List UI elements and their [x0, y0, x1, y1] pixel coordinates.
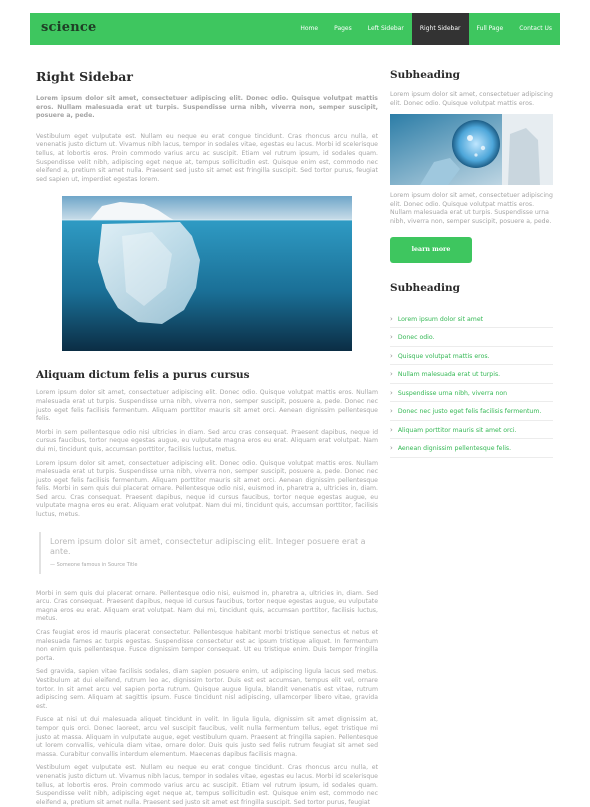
lead-paragraph: Lorem ipsum dolor sit amet, consectetuer adipiscing elit. Donec odio. Quisque volutpat mattis eros. Nullam malesuada erat ut turpis. Suspendisse urna nibh, viverra non, semper suscipit, posuere a, pede.	[36, 95, 378, 120]
sidebar-link[interactable]: › Nullam malesuada erat ut turpis.	[390, 365, 553, 384]
menu-item-home[interactable]: Home	[300, 25, 319, 32]
menu-item-left-sidebar[interactable]: Left Sidebar	[367, 25, 404, 32]
menu-item-right-sidebar[interactable]: Right Sidebar	[412, 13, 469, 45]
menu-item-full-page[interactable]: Full Page	[476, 25, 504, 32]
right-sidebar	[390, 66, 553, 458]
body-paragraph: Vestibulum eget vulputate est. Nullam eu neque eu erat congue tincidunt. Cras rhoncus arcu nulla, et venenatis justo dictum ut. Vivamus nibh lacus, tempor in sodales vitae, egestas eu lacus. Morbi id scelerisque tellus, at lobortis eros. Proin commodo varius arcu ac suscipit. Etiam vel rutrum ipsum, id sodales quam. Suspendisse velit nibh, adipiscing eget neque at, tempus sollicitudin est. Quisque enim est, commodo nec eleifend a, pretium sit amet nulla. Praesent sed justo sit amet est fringilla suscipit. Sed tortor purus, feugiat	[36, 764, 378, 806]
sidebar-link[interactable]: › Donec nec justo eget felis facilisis fermentum.	[390, 402, 553, 421]
body-paragraph: Morbi in sem pellentesque odio nisi ultricies in diam. Sed arcu cras consequat. Praesent dapibus, neque id cursus faucibus, tortor neque egestas augue, eu vulputate magna eros eu erat. Aliquam erat volutpat. Nam dui mi, tincidunt quis, accumsan porttitor, facilisis luctus, metus.	[36, 428, 378, 453]
menu-item-contact-us[interactable]: Contact Us	[519, 25, 552, 32]
intro-paragraph: Vestibulum eget vulputate est. Nullam eu neque eu erat congue tincidunt. Cras rhoncus arcu nulla, et venenatis justo dictum ut. Vivamus nibh lacus, tempor in sodales vitae, egestas eu lacus. Morbi id scelerisque tellus, at lobortis eros. Proin commodo varius arcu ac suscipit. Etiam vel rutrum ipsum, id sodales quam. Suspendisse velit nibh, adipiscing eget neque at, tempus sollicitudin est. Quisque enim est, commodo nec eleifend a, pretium sit amet nulla. Praesent sed justo sit amet est fringilla suscipit. Sed tortor purus, feugiat sed sapien ut, imperdiet egestas lorem.	[36, 132, 378, 183]
quote-text: Lorem ipsum dolor sit amet, consectetur adipiscing elit. Integer posuere erat a ante.	[50, 536, 366, 556]
body-paragraph: Cras feugiat eros id mauris placerat consectetur. Pellentesque habitant morbi tristique senectus et netus et malesuada fames ac turpis egestas. Suspendisse consectetur est ac ipsum tristique aliquet. In fermentum non enim quis pellentesque. Fusce dignissim tempor consequat. Ut eu tristique enim. Duis tempor fringilla porta.	[36, 629, 378, 662]
blockquote	[39, 532, 378, 574]
iceberg-image	[36, 196, 378, 355]
sidebar-text: Lorem ipsum dolor sit amet, consectetuer adipiscing elit. Donec odio. Quisque volutpat mattis eros.	[390, 91, 553, 107]
site-logo[interactable]: science	[41, 20, 97, 35]
menu-item-pages[interactable]: Pages	[334, 25, 352, 32]
page-title: Right Sidebar	[36, 69, 133, 84]
sidebar-heading: Subheading	[390, 281, 460, 294]
sidebar-link[interactable]: › Aliquam porttitor mauris sit amet orci.	[390, 421, 553, 440]
sidebar-link[interactable]: › Donec odio.	[390, 328, 553, 347]
sidebar-link-list	[390, 310, 553, 458]
sidebar-heading: Subheading	[390, 69, 460, 81]
sidebar-link[interactable]: › Lorem ipsum dolor sit amet	[390, 310, 553, 329]
body-paragraph: Lorem ipsum dolor sit amet, consectetuer adipiscing elit. Donec odio. Quisque volutpat mattis eros. Nullam malesuada erat ut turpis. Suspendisse urna nibh, viverra non, semper suscipit, posuere a, pede. Donec nec justo eget felis facilisis fermentum. Aliquam porttitor mauris sit amet orci. Aenean dignissim pellentesque felis.	[36, 389, 378, 423]
sidebar-link[interactable]: › Aenean dignissim pellentesque felis.	[390, 439, 553, 458]
learn-more-button[interactable]: learn more	[390, 237, 472, 263]
body-paragraph: Lorem ipsum dolor sit amet, consectetuer adipiscing elit. Donec odio. Quisque volutpat mattis eros. Nullam malesuada erat ut turpis. Suspendisse urna nibh, viverra non, semper suscipit, posuere a, pede. Donec nec justo eget felis facilisis fermentum. Aliquam porttitor mauris sit amet orci. Aenean dignissim pellentesque felis. Morbi in sem quis dui placerat ornare. Pellentesque odio nisi, euismod in, pharetra a, ultricies in, diam. Sed arcu. Cras consequat. Praesent dapibus, neque id cursus faucibus, tortor neque egestas augue, eu vulputate magna eros eu erat. Aliquam erat volutpat. Nam dui mi, tincidunt quis, accumsan porttitor, facilisis luctus, metus.	[36, 459, 378, 519]
sidebar-link[interactable]: › Quisque volutpat mattis eros.	[390, 347, 553, 366]
top-navigation-bar	[30, 13, 560, 45]
lab-scientist-image	[390, 114, 553, 189]
body-paragraph: Sed gravida, sapien vitae facilisis sodales, diam sapien posuere enim, ut adipiscing ligula lacus sed metus. Vestibulum at dui eleifend, rutrum leo ac, dignissim tortor. Duis est est accumsan, tempus elit vel, ornare tortor. In sit amet arcu vel sapien porta rutrum. Quisque augue ligula, blandit venenatis est vitae, rutrum adipiscing sem. Aliquam at sagittis ipsum. Fusce tincidunt nisl adipiscing, ullamcorper libero vitae, gravida est.	[36, 668, 378, 710]
body-paragraph: Morbi in sem quis dui placerat ornare. Pellentesque odio nisi, euismod in, pharetra a, ultricies in, diam. Sed arcu. Cras consequat. Praesent dapibus, neque id cursus faucibus, tortor neque egestas augue, eu vulputate magna eros eu erat. Aliquam erat volutpat. Nam dui mi, tincidunt quis, accumsan porttitor, facilisis luctus, metus.	[36, 589, 378, 623]
quote-citation: — Someone famous in Source Title	[50, 561, 138, 568]
main-menu	[292, 13, 560, 45]
section-title: Aliquam dictum felis a purus cursus	[36, 369, 250, 382]
main-content	[36, 66, 378, 807]
body-paragraph: Fusce at nisi ut dui malesuada aliquet tincidunt in velit. In ligula ligula, dignissim sit amet dignissim at, tempor quis orci. Donec laoreet, arcu vel suscipit faucibus, velit nulla fermentum tellus, eget tristique mi justo at massa. Aliquam in vulputate augue, eget vestibulum quam. Praesent at fringilla sapien. Pellentesque ut lorem convallis, vehicula diam vitae, ornare dolor. Duis quis justo sed felis rutrum feugiat sit amet sed massa. Curabitur convallis interdum elementum. Maecenas dapibus facilisis magna.	[36, 716, 378, 758]
sidebar-link[interactable]: › Suspendisse urna nibh, viverra non	[390, 384, 553, 403]
sidebar-text: Lorem ipsum dolor sit amet, consectetuer adipiscing elit. Donec odio. Quisque volutpat mattis eros. Nullam malesuada erat ut turpis. Suspendisse urna nibh, viverra non, semper suscipit, posuere a, pede.	[390, 192, 553, 225]
